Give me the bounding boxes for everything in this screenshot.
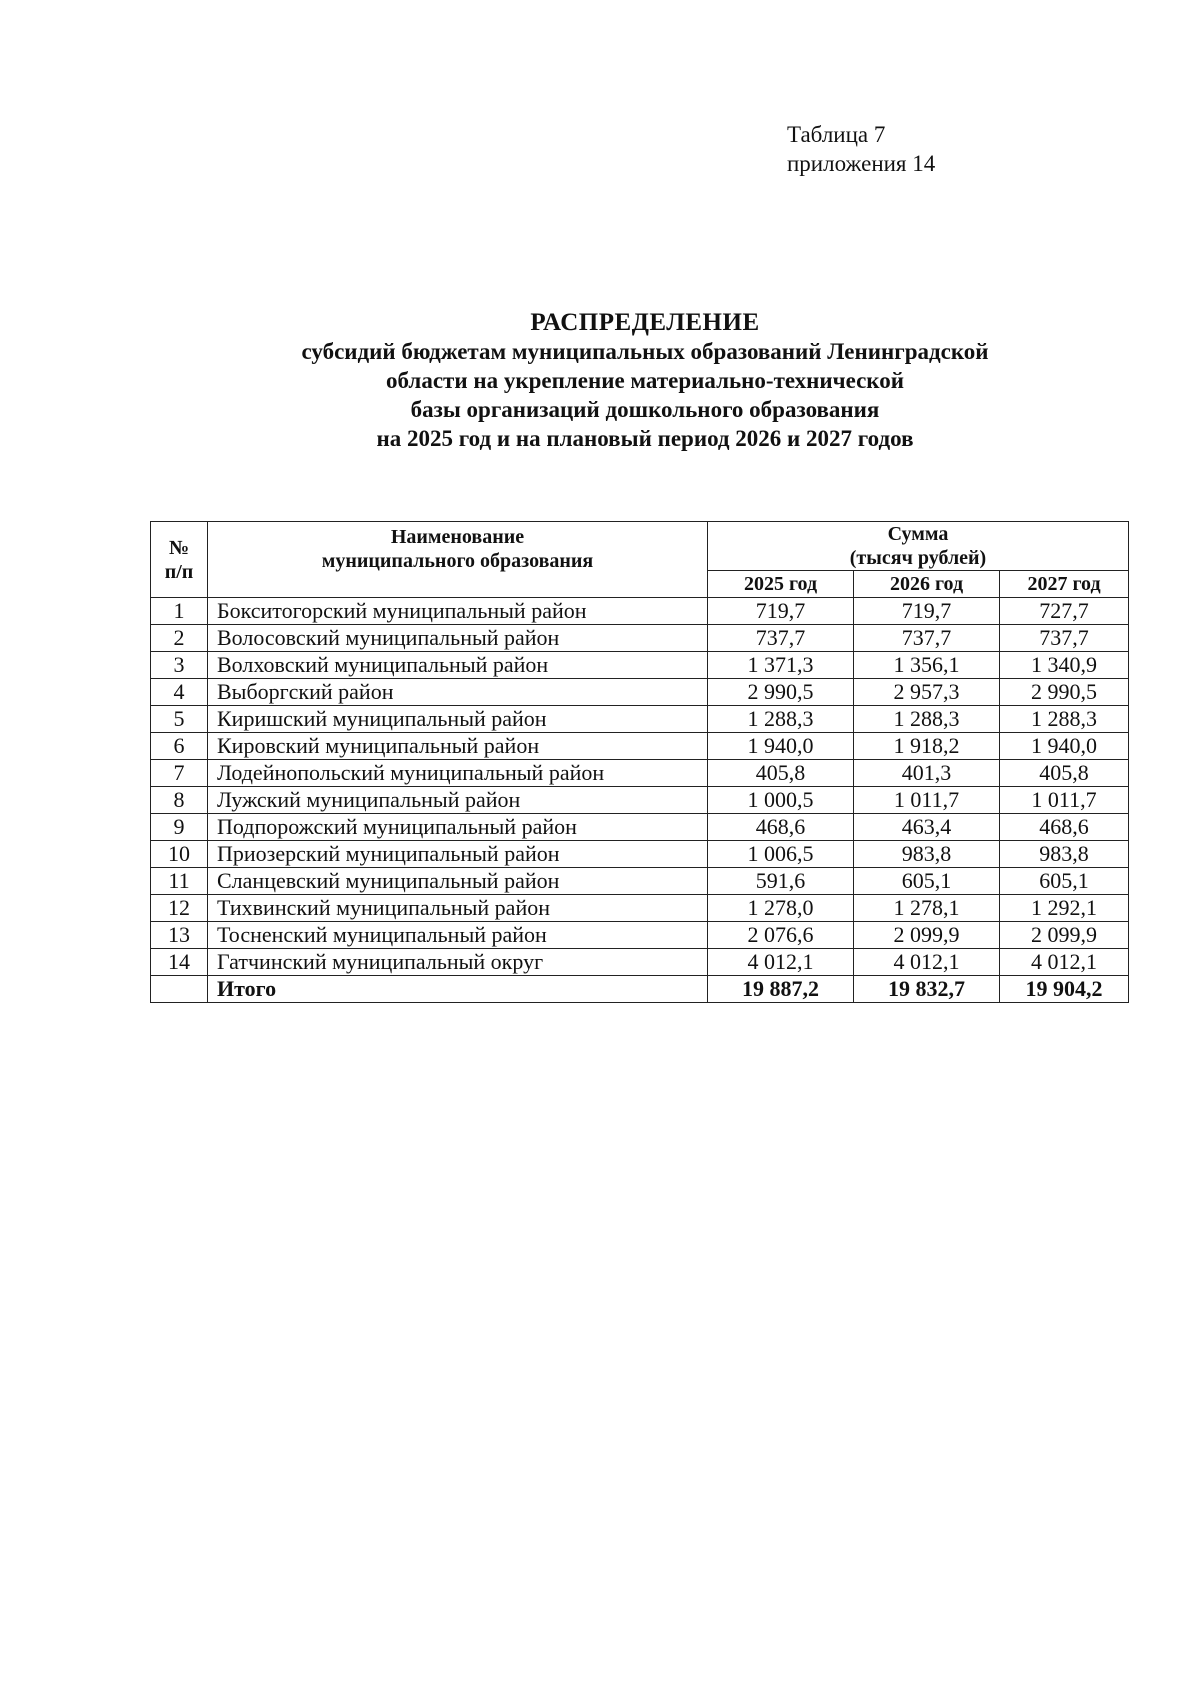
row-value-2027: 2 990,5 bbox=[1000, 679, 1129, 706]
title-line-3: базы организаций дошкольного образования bbox=[410, 397, 880, 422]
row-value-2025: 405,8 bbox=[708, 760, 854, 787]
row-value-2027: 1 340,9 bbox=[1000, 652, 1129, 679]
row-value-2026: 1 918,2 bbox=[854, 733, 1000, 760]
row-number: 14 bbox=[151, 949, 208, 976]
row-municipality: Бокситогорский муниципальный район bbox=[208, 598, 708, 625]
row-value-2025: 1 000,5 bbox=[708, 787, 854, 814]
table-row bbox=[151, 598, 1129, 625]
row-value-2027: 1 011,7 bbox=[1000, 787, 1129, 814]
row-municipality: Лодейнопольский муниципальный район bbox=[208, 760, 708, 787]
row-number: 10 bbox=[151, 841, 208, 868]
row-number: 11 bbox=[151, 868, 208, 895]
document-title bbox=[150, 308, 1140, 453]
table-row bbox=[151, 733, 1129, 760]
row-value-2025: 1 288,3 bbox=[708, 706, 854, 733]
row-number: 9 bbox=[151, 814, 208, 841]
table-row bbox=[151, 760, 1129, 787]
total-value-2026: 19 832,7 bbox=[854, 976, 1000, 1003]
header-year-2025: 2025 год bbox=[708, 571, 854, 598]
row-value-2026: 737,7 bbox=[854, 625, 1000, 652]
header-municipality: Наименование муниципального образования bbox=[208, 522, 708, 598]
row-municipality: Волховский муниципальный район bbox=[208, 652, 708, 679]
row-value-2027: 468,6 bbox=[1000, 814, 1129, 841]
row-municipality: Выборгский район bbox=[208, 679, 708, 706]
table-body bbox=[151, 598, 1129, 1003]
row-value-2026: 1 278,1 bbox=[854, 895, 1000, 922]
row-value-2026: 463,4 bbox=[854, 814, 1000, 841]
row-municipality: Лужский муниципальный район bbox=[208, 787, 708, 814]
row-municipality: Тосненский муниципальный район bbox=[208, 922, 708, 949]
row-value-2025: 4 012,1 bbox=[708, 949, 854, 976]
row-value-2026: 1 356,1 bbox=[854, 652, 1000, 679]
row-municipality: Приозерский муниципальный район bbox=[208, 841, 708, 868]
row-value-2025: 2 076,6 bbox=[708, 922, 854, 949]
row-value-2025: 1 371,3 bbox=[708, 652, 854, 679]
table-row bbox=[151, 949, 1129, 976]
row-number: 6 bbox=[151, 733, 208, 760]
row-value-2025: 1 006,5 bbox=[708, 841, 854, 868]
table-row bbox=[151, 841, 1129, 868]
row-value-2025: 1 940,0 bbox=[708, 733, 854, 760]
table-row bbox=[151, 652, 1129, 679]
header-sum: Сумма (тысяч рублей) bbox=[708, 522, 1129, 571]
annex-appendix-number: приложения 14 bbox=[787, 151, 936, 176]
row-municipality: Волосовский муниципальный район bbox=[208, 625, 708, 652]
header-number: № п/п bbox=[151, 522, 208, 598]
table-row bbox=[151, 679, 1129, 706]
row-value-2027: 1 940,0 bbox=[1000, 733, 1129, 760]
distribution-table bbox=[150, 521, 1129, 1003]
row-number: 3 bbox=[151, 652, 208, 679]
row-municipality: Киришский муниципальный район bbox=[208, 706, 708, 733]
row-value-2026: 1 288,3 bbox=[854, 706, 1000, 733]
total-row bbox=[151, 976, 1129, 1003]
row-number: 13 bbox=[151, 922, 208, 949]
row-value-2025: 468,6 bbox=[708, 814, 854, 841]
row-value-2027: 737,7 bbox=[1000, 625, 1129, 652]
title-main: РАСПРЕДЕЛЕНИЕ bbox=[530, 309, 760, 336]
title-line-1: субсидий бюджетам муниципальных образований Ленинградской bbox=[301, 339, 989, 364]
row-municipality: Гатчинский муниципальный округ bbox=[208, 949, 708, 976]
row-value-2027: 605,1 bbox=[1000, 868, 1129, 895]
header-year-2026: 2026 год bbox=[854, 571, 1000, 598]
total-value-2025: 19 887,2 bbox=[708, 976, 854, 1003]
table-row bbox=[151, 922, 1129, 949]
row-number: 7 bbox=[151, 760, 208, 787]
row-number: 5 bbox=[151, 706, 208, 733]
row-value-2026: 401,3 bbox=[854, 760, 1000, 787]
row-value-2026: 4 012,1 bbox=[854, 949, 1000, 976]
row-value-2027: 405,8 bbox=[1000, 760, 1129, 787]
row-value-2026: 2 099,9 bbox=[854, 922, 1000, 949]
row-value-2026: 719,7 bbox=[854, 598, 1000, 625]
row-value-2025: 591,6 bbox=[708, 868, 854, 895]
header-year-2027: 2027 год bbox=[1000, 571, 1129, 598]
row-value-2027: 4 012,1 bbox=[1000, 949, 1129, 976]
row-value-2025: 719,7 bbox=[708, 598, 854, 625]
row-value-2026: 2 957,3 bbox=[854, 679, 1000, 706]
row-number: 8 bbox=[151, 787, 208, 814]
total-label: Итого bbox=[208, 976, 708, 1003]
row-value-2026: 605,1 bbox=[854, 868, 1000, 895]
row-municipality: Тихвинский муниципальный район bbox=[208, 895, 708, 922]
total-value-2027: 19 904,2 bbox=[1000, 976, 1129, 1003]
total-number bbox=[151, 976, 208, 1003]
row-value-2025: 737,7 bbox=[708, 625, 854, 652]
row-value-2027: 1 292,1 bbox=[1000, 895, 1129, 922]
row-value-2027: 1 288,3 bbox=[1000, 706, 1129, 733]
title-line-4: на 2025 год и на плановый период 2026 и 2027 годов bbox=[376, 426, 914, 451]
table-row bbox=[151, 895, 1129, 922]
row-value-2026: 983,8 bbox=[854, 841, 1000, 868]
row-value-2026: 1 011,7 bbox=[854, 787, 1000, 814]
row-value-2027: 727,7 bbox=[1000, 598, 1129, 625]
title-line-2: области на укрепление материально-технической bbox=[386, 368, 904, 393]
table-row bbox=[151, 814, 1129, 841]
row-number: 2 bbox=[151, 625, 208, 652]
table-row bbox=[151, 706, 1129, 733]
table-row bbox=[151, 868, 1129, 895]
row-value-2027: 983,8 bbox=[1000, 841, 1129, 868]
row-number: 4 bbox=[151, 679, 208, 706]
table-row bbox=[151, 787, 1129, 814]
row-value-2027: 2 099,9 bbox=[1000, 922, 1129, 949]
row-municipality: Сланцевский муниципальный район bbox=[208, 868, 708, 895]
row-municipality: Кировский муниципальный район bbox=[208, 733, 708, 760]
annex-table-number: Таблица 7 bbox=[787, 122, 886, 147]
row-value-2025: 2 990,5 bbox=[708, 679, 854, 706]
table-row bbox=[151, 625, 1129, 652]
annex-reference bbox=[787, 120, 935, 178]
row-value-2025: 1 278,0 bbox=[708, 895, 854, 922]
row-municipality: Подпорожский муниципальный район bbox=[208, 814, 708, 841]
row-number: 12 bbox=[151, 895, 208, 922]
row-number: 1 bbox=[151, 598, 208, 625]
